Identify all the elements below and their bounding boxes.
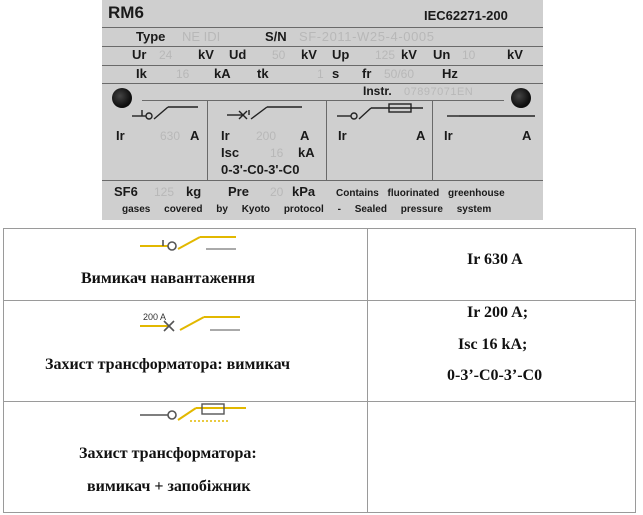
switchgear-function-table [3,228,636,513]
table-row [3,228,636,300]
row1-value: Ir 630 A [467,251,523,268]
row2-label: Захист трансформатора: вимикач [45,356,290,373]
un-label: Un [433,47,451,62]
standard-label: IEC62271-200 [424,8,508,23]
pre-unit: kPa [292,184,316,199]
panel4-ir-label: Ir [444,128,453,143]
ud-value: 50 [272,48,286,62]
divider [102,180,543,181]
type-label: Type [136,29,166,44]
line-symbol-icon [447,103,537,123]
sn-label: S/N [265,29,287,44]
ur-value: 24 [159,48,173,62]
ud-unit: kV [301,47,317,62]
panel2-ir-value: 200 [256,129,277,143]
row3-label-line2: вимикач + запобіжник [87,478,251,495]
panel1-ir-value: 630 [160,129,181,143]
tk-label: tk [257,66,269,81]
ik-unit: kA [214,66,231,81]
divider [142,100,504,101]
un-value: 10 [462,48,476,62]
pre-label: Pre [228,184,249,199]
panel3-ir-label: Ir [338,128,347,143]
up-label: Up [332,47,350,62]
panel2-isc-unit: kA [298,145,315,160]
panel2-ir-unit: A [300,128,310,143]
ud-label: Ud [229,47,247,62]
fr-unit: Hz [442,66,458,81]
model-label: RM6 [108,3,144,22]
fgas-notice-line1: Contains fluorinated greenhouse [336,188,505,199]
tk-unit: s [332,66,340,81]
panel-divider [207,100,208,180]
panel2-isc-value: 16 [270,146,284,160]
row1-label: Вимикач навантаження [81,270,256,287]
breaker-rating-label: 200 A [143,312,167,322]
divider [102,27,543,28]
load-switch-symbol-icon [140,234,240,254]
row2-value-line1: Ir 200 A; [467,304,529,321]
type-value: NE IDI [182,29,221,44]
sf6-unit: kg [186,184,202,199]
panel-divider [326,100,327,180]
panel1-ir-unit: A [190,128,200,143]
switch-fuse-symbol-icon [140,403,250,429]
panel2-isc-label: Isc [221,145,240,160]
instr-value: 07897071EN [404,86,474,98]
up-unit: kV [401,47,417,62]
tk-value: 1 [317,67,324,81]
up-value: 125 [375,48,396,62]
panel1-ir-label: Ir [116,128,125,143]
row2-value-line2: Isc 16 kA; [458,336,528,353]
breaker-symbol-icon [227,103,307,123]
switch-fuse-symbol-icon [337,103,427,123]
fr-value: 50/60 [384,67,415,81]
ik-value: 16 [176,67,190,81]
sf6-value: 125 [154,185,175,199]
panel2-sequence: 0-3'-C0-3'-C0 [221,162,300,177]
table-row [3,401,636,513]
nameplate-photo [102,0,543,220]
panel2-ir-label: Ir [221,128,230,143]
screw-left-icon [112,88,132,108]
row3-label-line1: Захист трансформатора: [79,445,257,462]
fr-label: fr [362,66,372,81]
row2-value-line3: 0-3’-C0-3’-C0 [447,367,543,384]
panel4-ir-unit: A [522,128,532,143]
sn-value: SF-2011-W25-4-0005 [299,29,435,44]
sf6-label: SF6 [114,184,138,199]
panel-divider [432,100,433,180]
fgas-notice-line2: gases covered by Kyoto protocol - Sealed pressure system [122,204,492,215]
table-row [3,300,636,401]
load-switch-symbol-icon [132,103,202,123]
ur-label: Ur [132,47,147,62]
divider [102,46,543,47]
divider [102,65,543,66]
divider [102,83,543,84]
pre-value: 20 [270,185,284,199]
un-unit: kV [507,47,523,62]
ur-unit: kV [198,47,214,62]
instr-label: Instr. [363,84,392,98]
ik-label: Ik [136,66,147,81]
panel3-ir-unit: A [416,128,426,143]
